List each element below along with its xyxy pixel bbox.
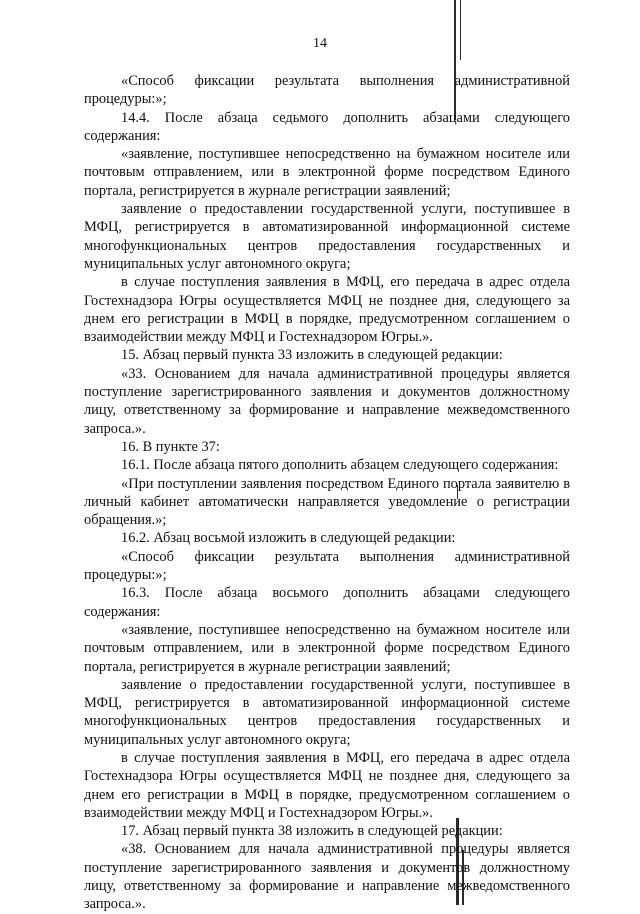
- paragraph: 16.3. После абзаца восьмого дополнить абзацами следующего содержания:: [84, 585, 570, 620]
- paragraph: 16.1. После абзаца пятого дополнить абзацем следующего содержания:: [121, 457, 559, 474]
- document-body: [84, 72, 570, 914]
- paragraph: «заявление, поступившее непосредственно на бумажном носителе или почтовым отправлением, или в электронной форме посредством Единого портала, регистрируется в журнале регистрации заявлений;: [84, 621, 570, 675]
- paragraph: «33. Основанием для начала административной процедуры является поступление зарегистрированного заявления и документов должностному лицу, ответственному за формирование и направление межведомственного запроса.».: [84, 365, 570, 437]
- scan-artifact-line: [460, 0, 461, 60]
- paragraph: 16.2. Абзац восьмой изложить в следующей редакции:: [121, 530, 456, 547]
- paragraph: заявление о предоставлении государственной услуги, поступившее в МФЦ, регистрируется в автоматизированной информационной системе многофункциональных центров предоставления государственных и муниципальных услуг автономного округа;: [84, 201, 570, 272]
- paragraph: «Способ фиксации результата выполнения административной процедуры:»;: [84, 73, 570, 108]
- paragraph: 14.4. После абзаца седьмого дополнить абзацами следующего содержания:: [84, 109, 570, 144]
- paragraph: в случае поступления заявления в МФЦ, его передача в адрес отдела Гостехнадзора Югры осуществляется МФЦ не позднее дня, следующего за днем его регистрации в МФЦ в порядке, предусмотренном соглашением о взаимодействии между МФЦ и Гостехнадзором Югры.».: [84, 274, 570, 346]
- paragraph: 16. В пункте 37:: [121, 438, 220, 455]
- paragraph: 17. Абзац первый пункта 38 изложить в следующей редакции:: [121, 823, 503, 840]
- paragraph: «Способ фиксации результата выполнения административной процедуры:»;: [84, 548, 570, 584]
- paragraph: «заявление, поступившее непосредственно на бумажном носителе или почтовым отправлением, или в электронной форме посредством Единого портала, регистрируется в журнале регистрации заявлений;: [84, 146, 570, 199]
- paragraph: заявление о предоставлении государственной услуги, поступившее в МФЦ, регистрируется в автоматизированной информационной системе многофункциональных центров предоставления государственных и муниципальных услуг автономного округа;: [84, 676, 570, 748]
- paragraph: в случае поступления заявления в МФЦ, его передача в адрес отдела Гостехнадзора Югры осуществляется МФЦ не позднее дня, следующего за днем его регистрации в МФЦ в порядке, предусмотренном соглашением о взаимодействии между МФЦ и Гостехнадзором Югры.».: [84, 749, 570, 821]
- paragraph: «При поступлении заявления посредством Единого портала заявителю в личный кабинет автоматически направляется уведомление о регистрации обращения.»;: [84, 475, 570, 529]
- page-number: 14: [313, 36, 327, 51]
- paragraph: «38. Основанием для начала административной процедуры является поступление зарегистрированного заявления и документов должностному лицу, ответственному за формирование и направление межведомственного запроса.».: [84, 841, 570, 913]
- paragraph: 15. Абзац первый пункта 33 изложить в следующей редакции:: [121, 347, 503, 364]
